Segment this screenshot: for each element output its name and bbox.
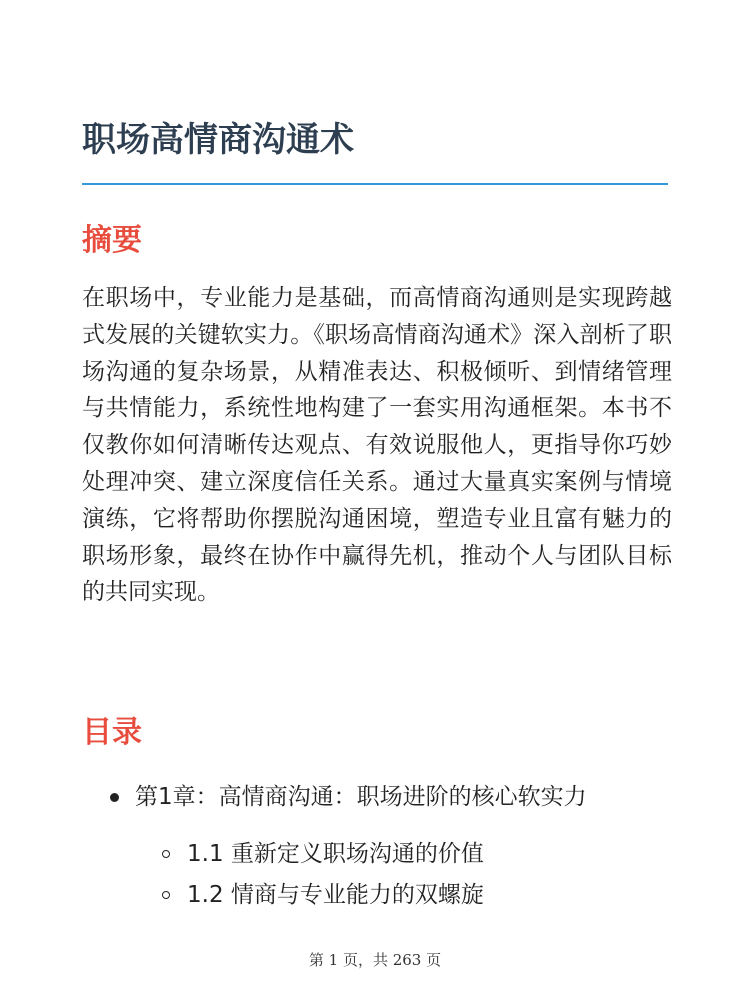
toc-section-label: 1.1 重新定义职场沟通的价值 — [187, 841, 484, 867]
document-title: 职场高情商沟通术 — [82, 120, 354, 160]
toc-section-1-1 — [162, 837, 484, 871]
toc-section-label: 1.2 情商与专业能力的双螺旋 — [187, 882, 484, 908]
toc-chapter-1 — [110, 780, 587, 814]
toc-heading: 目录 — [82, 715, 142, 750]
abstract-body: 在职场中，专业能力是基础，而高情商沟通则是实现跨越式发展的关键软实力。《职场高情商沟通术》深入剖析了职场沟通的复杂场景，从精准表达、积极倾听、到情绪管理与共情能力，系统性地构建了一套实用沟通框架。本书不仅教你如何清晰传达观点、有效说服他人，更指导你巧妙处理冲突、建立深度信任关系。通过大量真实案例与情境演练，它将帮助你摆脱沟通困境，塑造专业且富有魅力的职场形象，最终在协作中赢得先机，推动个人与团队目标的共同实现。 — [82, 285, 672, 606]
bullet-circle-icon — [162, 850, 170, 858]
title-underline — [82, 183, 668, 185]
toc-chapter-label: 第1章：高情商沟通：职场进阶的核心软实力 — [135, 784, 587, 810]
page-footer: 第 1 页，共 263 页 — [308, 951, 442, 969]
bullet-circle-icon — [162, 891, 170, 899]
abstract-heading: 摘要 — [82, 223, 142, 258]
bullet-disc-icon — [110, 793, 119, 802]
toc-section-1-2 — [162, 878, 484, 912]
